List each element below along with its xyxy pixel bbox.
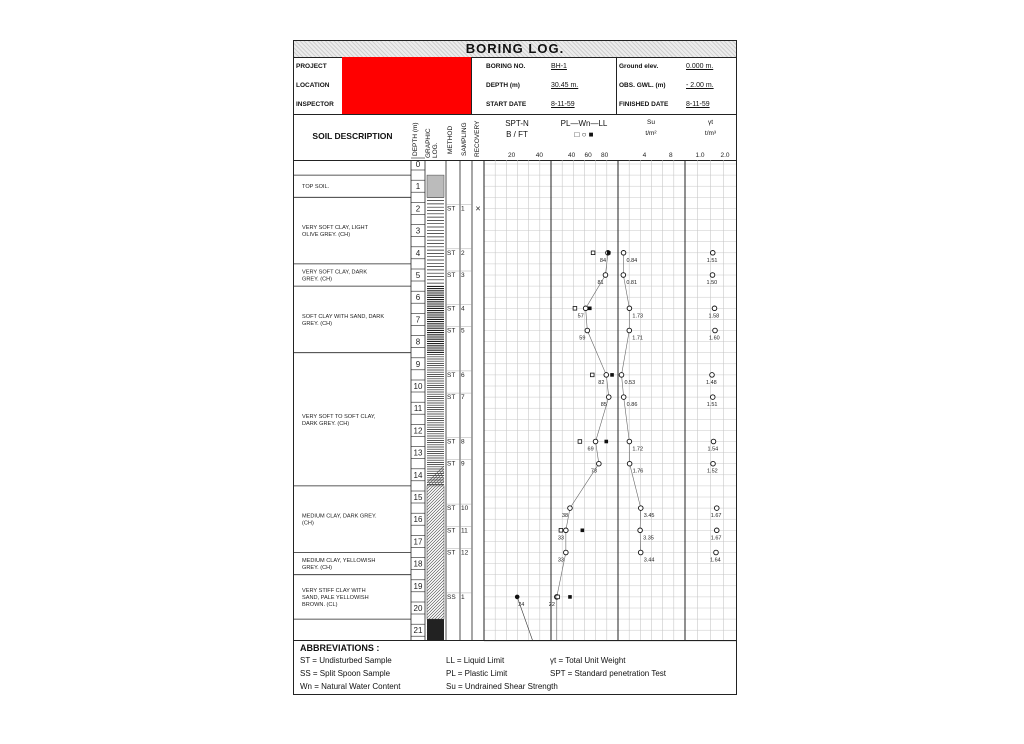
wn-point <box>585 328 590 333</box>
sample-number: 10 <box>461 505 469 513</box>
axis-tick-label: 80 <box>601 152 609 159</box>
start-date-label: START DATE <box>486 101 527 108</box>
log-body <box>294 152 736 640</box>
abbr-item: γt = Total Unit Weight <box>550 656 626 665</box>
soil-description: SOFT CLAY WITH SAND, DARK <box>302 313 385 320</box>
sample-number: 8 <box>461 438 465 446</box>
depth-label: 16 <box>413 515 423 525</box>
su-value-label: 3.44 <box>643 557 655 564</box>
sample-number: 1 <box>461 205 465 213</box>
axis-tick-label: 40 <box>568 152 576 159</box>
wn-value-label: 69 <box>587 446 594 453</box>
depth-label: 2 <box>415 204 421 214</box>
unit-weight-value-label: 1.67 <box>710 535 722 542</box>
header-block <box>294 57 736 115</box>
depth-label: 0 <box>415 160 421 169</box>
wn-value-label: 84 <box>599 257 607 264</box>
ground-elev-label: Ground elev. <box>619 63 659 70</box>
boring-labels <box>486 57 546 114</box>
su-value-label: 1.73 <box>632 313 644 320</box>
unit-weight-point <box>710 373 715 378</box>
depth-label: 4 <box>415 248 421 258</box>
axis-tick-label: 2.0 <box>720 152 730 159</box>
unit-weight-value-label: 1.51 <box>706 257 718 264</box>
wn-value-label: 82 <box>598 379 605 386</box>
unit-weight-value-label: 1.48 <box>706 379 717 386</box>
sample-number: 4 <box>461 305 465 313</box>
sample-number: 7 <box>461 394 465 402</box>
su-value-label: 1.72 <box>632 446 644 453</box>
depth-label: 15 <box>413 493 423 502</box>
unit-weight-point <box>712 306 717 311</box>
boring-no-label: BORING NO. <box>486 63 526 70</box>
sampling-heading: SAMPLING <box>461 122 468 156</box>
soil-description: OLIVE GREY. (CH) <box>302 232 351 239</box>
soil-description: (CH) <box>302 520 314 527</box>
soil-description: VERY STIFF CLAY WITH <box>302 587 366 594</box>
sample-number: 12 <box>461 549 469 557</box>
ll-point <box>568 595 572 599</box>
depth-label: 19 <box>413 581 423 591</box>
graphic-log-heading: GRAPHIC LOG. <box>425 128 439 158</box>
sample-method: ST <box>447 272 456 279</box>
sample-method: ST <box>447 371 456 379</box>
depth-heading: DEPTH (m) <box>412 122 419 156</box>
plot-grid <box>484 160 736 641</box>
su-point <box>638 550 643 555</box>
pl-point <box>573 307 577 311</box>
su-value-label: 3.45 <box>643 513 655 520</box>
unit-weight-point <box>714 550 719 555</box>
su-value-label: 0.86 <box>626 402 638 409</box>
pl-point <box>591 251 595 255</box>
su-point <box>621 273 626 278</box>
sample-number: 5 <box>461 327 465 335</box>
spt-value-label: 24 <box>518 601 525 608</box>
sample-method: SS <box>447 593 456 601</box>
sample-method: ST <box>447 394 456 402</box>
wn-point <box>606 395 611 400</box>
sample-method: ST <box>447 549 456 557</box>
wn-value-label: 73 <box>590 468 597 475</box>
project-label: PROJECT <box>296 63 327 70</box>
soil-description: TOP SOIL. <box>302 184 330 191</box>
su-point <box>627 461 632 466</box>
unit-weight-point <box>714 528 719 533</box>
obs-gwl-label: OBS. GWL. (m) <box>619 82 666 89</box>
inspector-label: INSPECTOR <box>296 101 334 108</box>
water-content-symbols: □ ○ ■ <box>574 130 594 139</box>
abbr-item: PL = Plastic Limit <box>446 669 508 678</box>
pl-point <box>590 373 594 377</box>
wn-point <box>568 506 573 511</box>
abbr-item: SS = Split Spoon Sample <box>300 669 391 678</box>
unit-weight-heading: γt <box>707 119 714 126</box>
depth-label: 5 <box>415 271 421 280</box>
sample-method: ST <box>447 305 456 313</box>
depth-label: 1 <box>415 182 421 192</box>
recovery-heading: RECOVERY <box>474 120 481 157</box>
sample-number: 9 <box>461 460 465 468</box>
spt-units: B / FT <box>506 130 528 139</box>
wn-point <box>583 306 588 311</box>
unit-weight-value-label: 1.58 <box>708 313 720 320</box>
depth-label: 21 <box>413 626 423 636</box>
abbreviations-title: ABBREVIATIONS : <box>300 643 380 653</box>
wn-value-label: 57 <box>577 313 584 320</box>
axis-tick-label: 60 <box>584 152 592 159</box>
sheet-title: BORING LOG. <box>294 41 736 58</box>
unit-weight-value-label: 1.67 <box>710 513 722 520</box>
su-units: t/m² <box>645 130 657 137</box>
recovery-mark: × <box>475 203 481 214</box>
abbr-item: Wn = Natural Water Content <box>300 682 401 691</box>
unit-weight-point <box>711 439 716 444</box>
wn-point <box>564 550 569 555</box>
soil-description: GREY. (CH) <box>302 276 333 283</box>
abbreviations-block <box>294 640 736 695</box>
axis-tick-label: 40 <box>535 152 543 159</box>
su-value-label: 0.84 <box>626 257 638 264</box>
su-point <box>627 439 632 444</box>
graphic-bottom <box>427 619 444 640</box>
su-point <box>619 373 624 378</box>
wn-value-label: 59 <box>579 335 586 342</box>
unit-weight-value-label: 1.54 <box>707 446 719 453</box>
ll-point <box>581 529 585 533</box>
depth-label: 7 <box>415 315 421 325</box>
spt-point <box>515 595 520 600</box>
sample-number: 3 <box>461 272 465 279</box>
depth-label: 6 <box>415 293 421 303</box>
unit-weight-point <box>714 506 719 511</box>
ll-point <box>610 373 614 377</box>
unit-weight-point <box>710 251 715 256</box>
divider <box>616 57 617 114</box>
sample-method: ST <box>447 205 456 213</box>
elev-labels <box>619 57 687 114</box>
start-date-value: 8-11-59 <box>551 101 575 108</box>
depth-label: 17 <box>413 537 423 547</box>
graphic-log <box>427 175 444 640</box>
wn-point <box>593 439 598 444</box>
unit-weight-point <box>710 273 715 278</box>
wn-value-label: 22 <box>548 601 555 608</box>
soil-description: BROWN. (CL) <box>302 601 338 608</box>
su-heading: Su <box>647 119 655 126</box>
boring-log-sheet <box>293 40 737 695</box>
sample-method: ST <box>447 327 456 335</box>
finished-date-value: 8-11-59 <box>686 101 710 108</box>
wn-value-label: 85 <box>600 402 607 409</box>
su-point <box>627 306 632 311</box>
axis-tick-label: 4 <box>642 152 647 159</box>
sample-number: 2 <box>461 249 465 257</box>
soil-description: VERY SOFT CLAY, LIGHT <box>302 225 369 232</box>
depth-label: 20 <box>413 604 423 613</box>
axis-tick-label: 20 <box>508 152 516 159</box>
unit-weight-value-label: 1.60 <box>709 335 720 342</box>
soil-description-heading: SOIL DESCRIPTION <box>312 131 393 141</box>
soil-description: DARK GREY. (CH) <box>302 420 350 427</box>
depth-label: 18 <box>413 559 423 569</box>
depth-label: 8 <box>415 337 421 347</box>
axis-tick-label: 1.0 <box>695 152 705 159</box>
depth-value: 30.45 m. <box>551 82 579 89</box>
unit-weight-value-label: 1.51 <box>706 402 718 409</box>
wn-value-label: 38 <box>561 513 569 520</box>
ll-point <box>607 251 611 255</box>
soil-description: MEDIUM CLAY, DARK GREY. <box>302 513 377 520</box>
finished-date-label: FINISHED DATE <box>619 101 669 108</box>
unit-weight-value-label: 1.50 <box>706 280 718 286</box>
sample-method: ST <box>447 438 456 446</box>
water-content-line <box>557 253 609 640</box>
soil-description: SAND, PALE YELLOWISH <box>302 594 369 601</box>
depth-label: 3 <box>415 226 421 236</box>
depth-label: 10 <box>413 382 423 391</box>
sample-method: ST <box>447 527 456 535</box>
method-heading: METHOD <box>447 125 454 154</box>
wn-point <box>597 461 602 466</box>
spt-heading: SPT-N <box>505 119 529 128</box>
water-content-heading: PL—Wn—LL <box>560 119 608 128</box>
sample-method: ST <box>447 460 456 468</box>
wn-value-label: 33 <box>557 535 564 542</box>
pl-point <box>559 529 563 533</box>
depth-label: DEPTH (m) <box>486 82 520 89</box>
sample-method: ST <box>447 249 456 257</box>
sample-number: 11 <box>461 527 468 535</box>
redacted-block <box>342 57 471 114</box>
su-value-label: 1.76 <box>632 468 644 475</box>
su-point <box>627 328 632 333</box>
su-value-label: 0.53 <box>624 379 636 386</box>
su-value-label: 3.35 <box>643 535 654 542</box>
wn-value-label: 33 <box>557 557 564 564</box>
soil-description: VERY SOFT CLAY, DARK <box>302 269 368 276</box>
su-point <box>638 528 643 533</box>
wn-point <box>603 273 608 278</box>
depth-label: 11 <box>413 404 423 414</box>
depth-label: 13 <box>413 448 423 458</box>
abbr-item: LL = Liquid Limit <box>446 656 505 665</box>
abbr-item: SPT = Standard penetration Test <box>550 669 667 678</box>
soil-description: GREY. (CH) <box>302 320 333 327</box>
boring-no-value: BH-1 <box>551 63 567 70</box>
abbr-item: ST = Undisturbed Sample <box>300 656 392 665</box>
location-label: LOCATION <box>296 82 330 89</box>
ll-point <box>604 440 608 444</box>
divider <box>471 57 472 114</box>
ll-point <box>588 307 592 311</box>
su-value-label: 0.81 <box>626 280 638 286</box>
soil-description: VERY SOFT TO SOFT CLAY, <box>302 413 376 420</box>
su-point <box>621 251 626 256</box>
depth-label: 12 <box>413 426 423 436</box>
header-labels <box>294 57 343 114</box>
sample-method: ST <box>447 505 456 513</box>
su-point <box>621 395 626 400</box>
sample-number: 6 <box>461 371 465 379</box>
su-point <box>638 506 643 511</box>
pl-point <box>578 440 582 444</box>
elev-values <box>686 57 736 114</box>
depth-label: 14 <box>413 470 423 480</box>
soil-description: GREY. (CH) <box>302 565 333 572</box>
unit-weight-point <box>711 461 716 466</box>
wn-point <box>604 373 609 378</box>
ground-elev-value: 0.000 m. <box>686 63 714 70</box>
axis-tick-label: 8 <box>668 152 673 159</box>
unit-weight-point <box>713 328 718 333</box>
abbr-item: Su = Undrained Shear Strength <box>446 682 558 691</box>
depth-label: 9 <box>415 359 421 369</box>
obs-gwl-value: - 2.00 m. <box>686 82 714 89</box>
wn-value-label: 81 <box>597 280 604 286</box>
soil-description: MEDIUM CLAY, YELLOWISH <box>302 558 376 565</box>
unit-weight-value-label: 1.52 <box>707 468 718 475</box>
sample-number: 1 <box>461 593 465 601</box>
su-value-label: 1.71 <box>632 335 644 342</box>
unit-weight-point <box>710 395 715 400</box>
wn-point <box>564 528 569 533</box>
boring-values <box>551 57 611 114</box>
graphic-top-soil <box>427 175 444 197</box>
pl-point <box>556 595 560 599</box>
unit-weight-units: t/m³ <box>704 130 717 137</box>
unit-weight-value-label: 1.64 <box>710 557 721 564</box>
